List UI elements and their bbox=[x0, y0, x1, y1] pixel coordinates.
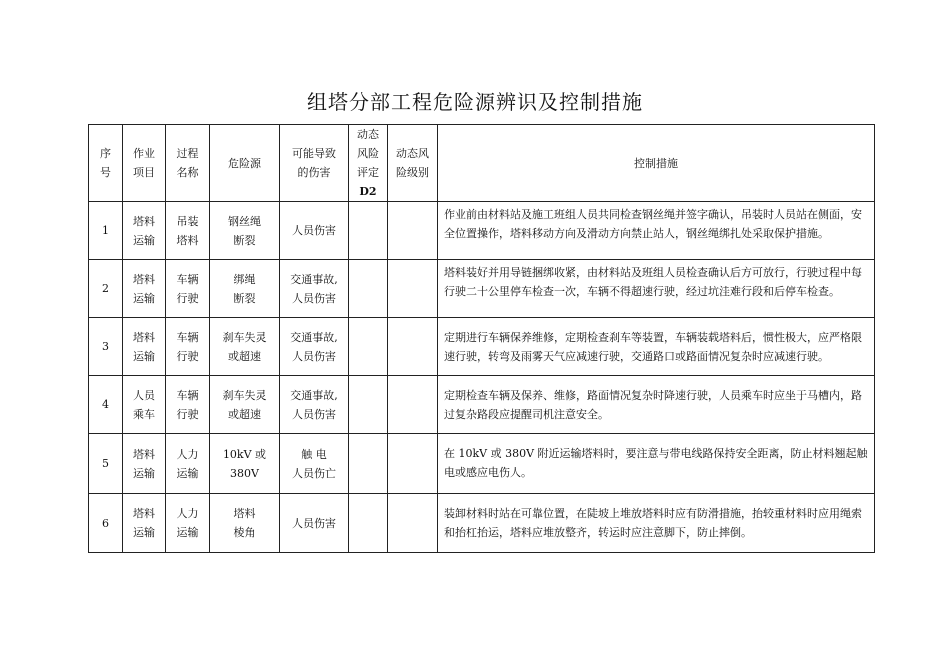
cell-hazard: 刹车失灵 或超速 bbox=[210, 376, 280, 434]
cell-dynamic-risk-level bbox=[388, 494, 438, 553]
cell-control-measures: 装卸材料时站在可靠位置，在陡坡上堆放塔料时应有防滑措施，抬较重材料时应用绳索和抬杠抬运，塔料应堆放整齐，转运时应注意脚下，防止摔倒。 bbox=[438, 494, 875, 553]
cell-seq: 2 bbox=[89, 260, 123, 318]
cell-control-measures: 定期进行车辆保养维修，定期检查刹车等装置，车辆装载塔料后，惯性极大，应严格限速行驶，转弯及雨雾天气应减速行驶，交通路口或路面情况复杂时应减速行驶。 bbox=[438, 318, 875, 376]
cell-dynamic-risk-level bbox=[388, 376, 438, 434]
cell-dynamic-risk-eval bbox=[349, 376, 388, 434]
cell-possible-harm: 交通事故, 人员伤害 bbox=[280, 376, 349, 434]
table-header-row bbox=[89, 125, 875, 202]
table-row bbox=[89, 434, 875, 494]
header-dynamic-risk-level: 动态风 险级别 bbox=[388, 125, 438, 202]
cell-control-measures: 作业前由材料站及施工班组人员共同检查钢丝绳并签字确认，吊装时人员站在侧面，安全位置操作，塔料移动方向及滑动方向禁止站人，钢丝绳绑扎处采取保护措施。 bbox=[438, 202, 875, 260]
table-row bbox=[89, 318, 875, 376]
cell-control-measures: 在 10kV 或 380V 附近运输塔料时，要注意与带电线路保持安全距离，防止材料翘起触电或感应电伤人。 bbox=[438, 434, 875, 494]
header-dynamic-risk-eval: 动态 风险 评定 D2 bbox=[349, 125, 388, 202]
cell-work-item: 塔料 运输 bbox=[123, 260, 166, 318]
cell-seq: 3 bbox=[89, 318, 123, 376]
cell-possible-harm: 人员伤害 bbox=[280, 202, 349, 260]
cell-process-name: 车辆 行驶 bbox=[166, 260, 210, 318]
cell-process-name: 车辆 行驶 bbox=[166, 318, 210, 376]
cell-process-name: 人力 运输 bbox=[166, 434, 210, 494]
cell-hazard: 10kV 或 380V bbox=[210, 434, 280, 494]
cell-hazard: 绑绳 断裂 bbox=[210, 260, 280, 318]
header-process-name: 过程 名称 bbox=[166, 125, 210, 202]
cell-dynamic-risk-eval bbox=[349, 434, 388, 494]
table-row bbox=[89, 260, 875, 318]
cell-hazard: 塔料 棱角 bbox=[210, 494, 280, 553]
header-hazard: 危险源 bbox=[210, 125, 280, 202]
cell-possible-harm: 触 电 人员伤亡 bbox=[280, 434, 349, 494]
header-dynamic-risk-eval-code: D2 bbox=[359, 185, 377, 198]
cell-possible-harm: 人员伤害 bbox=[280, 494, 349, 553]
cell-dynamic-risk-level bbox=[388, 318, 438, 376]
cell-dynamic-risk-eval bbox=[349, 260, 388, 318]
cell-control-measures: 塔料装好并用导链捆绑收紧，由材料站及班组人员检查确认后方可放行，行驶过程中每行驶二十公里停车检查一次，车辆不得超速行驶，经过坑洼难行段和后停车检查。 bbox=[438, 260, 875, 318]
cell-work-item: 人员 乘车 bbox=[123, 376, 166, 434]
cell-dynamic-risk-eval bbox=[349, 318, 388, 376]
cell-possible-harm: 交通事故, 人员伤害 bbox=[280, 260, 349, 318]
cell-dynamic-risk-level bbox=[388, 260, 438, 318]
cell-control-measures: 定期检查车辆及保养、维修，路面情况复杂时降速行驶，人员乘车时应坐于马槽内，路过复杂路段应提醒司机注意安全。 bbox=[438, 376, 875, 434]
cell-work-item: 塔料 运输 bbox=[123, 494, 166, 553]
cell-seq: 4 bbox=[89, 376, 123, 434]
cell-seq: 5 bbox=[89, 434, 123, 494]
cell-process-name: 吊装 塔料 bbox=[166, 202, 210, 260]
cell-dynamic-risk-level bbox=[388, 434, 438, 494]
header-control-measures: 控制措施 bbox=[438, 125, 875, 202]
header-work-item: 作业 项目 bbox=[123, 125, 166, 202]
table-row bbox=[89, 494, 875, 553]
cell-process-name: 车辆 行驶 bbox=[166, 376, 210, 434]
header-seq: 序 号 bbox=[89, 125, 123, 202]
cell-seq: 1 bbox=[89, 202, 123, 260]
cell-dynamic-risk-eval bbox=[349, 494, 388, 553]
cell-dynamic-risk-level bbox=[388, 202, 438, 260]
cell-hazard: 刹车失灵 或超速 bbox=[210, 318, 280, 376]
cell-hazard: 钢丝绳 断裂 bbox=[210, 202, 280, 260]
hazard-control-table bbox=[88, 124, 875, 553]
table-row bbox=[89, 202, 875, 260]
cell-work-item: 塔料 运输 bbox=[123, 202, 166, 260]
table-row bbox=[89, 376, 875, 434]
cell-dynamic-risk-eval bbox=[349, 202, 388, 260]
cell-process-name: 人力 运输 bbox=[166, 494, 210, 553]
cell-work-item: 塔料 运输 bbox=[123, 434, 166, 494]
cell-possible-harm: 交通事故, 人员伤害 bbox=[280, 318, 349, 376]
document-title: 组塔分部工程危险源辨识及控制措施 bbox=[307, 90, 643, 114]
header-possible-harm: 可能导致 的伤害 bbox=[280, 125, 349, 202]
cell-seq: 6 bbox=[89, 494, 123, 553]
cell-work-item: 塔料 运输 bbox=[123, 318, 166, 376]
